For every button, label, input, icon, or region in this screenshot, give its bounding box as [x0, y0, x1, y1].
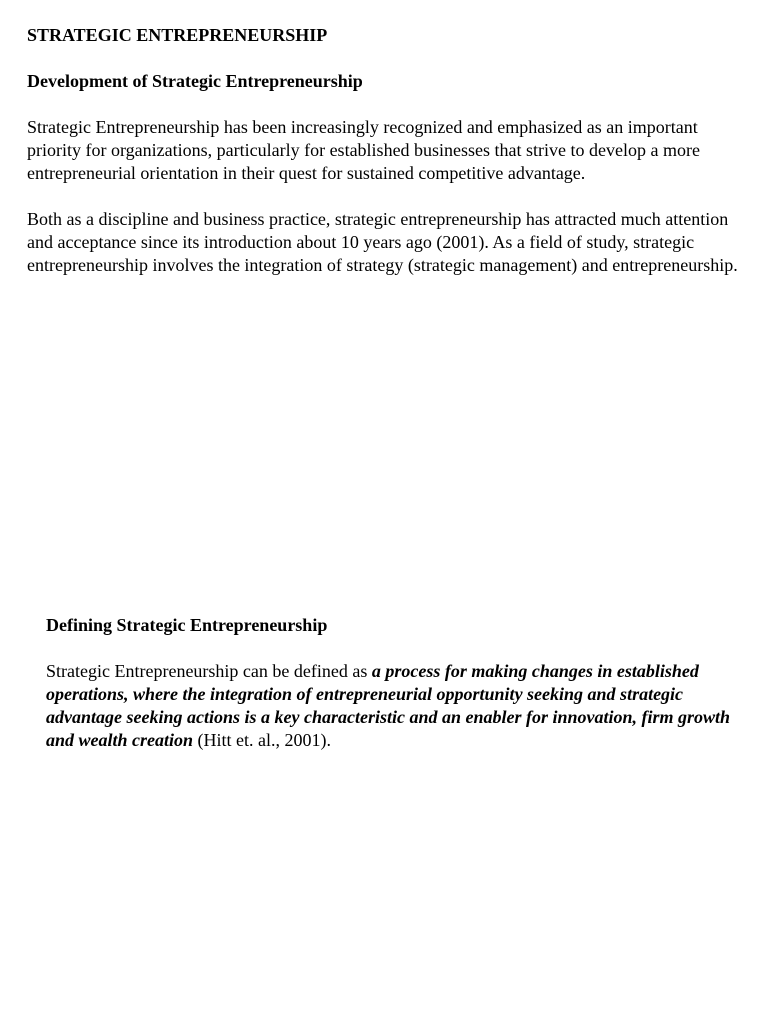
- section-heading-development: Development of Strategic Entrepreneurship: [27, 71, 363, 91]
- document-title: STRATEGIC ENTREPRENEURSHIP: [27, 25, 328, 45]
- definition-paragraph: [46, 660, 746, 752]
- section-heading-defining: Defining Strategic Entrepreneurship: [46, 615, 328, 635]
- page-bottom-section: [46, 614, 746, 752]
- definition-lead: Strategic Entrepreneurship can be defined as: [46, 661, 372, 681]
- definition-emphasis: a process for making changes in established operations, where the integration of entrepreneurial opportunity seeking and strategic advantage seeking actions is a key characteristic and an enabler for innovation, firm growth and wealth creation: [46, 661, 731, 750]
- paragraph-development-2: Both as a discipline and business practice, strategic entrepreneurship has attracted much attention and acceptance since its introduction about 10 years ago (2001). As a field of study, strategic entrepreneurship involves the integration of strategy (strategic management) and entrepreneurship.: [27, 209, 738, 275]
- page-top-section: [27, 24, 742, 277]
- definition-citation: (Hitt et. al., 2001).: [193, 730, 331, 750]
- paragraph-development-1: Strategic Entrepreneurship has been increasingly recognized and emphasized as an important priority for organizations, particularly for established businesses that strive to develop a more entrepreneurial orientation in their quest for sustained competitive advantage.: [27, 117, 700, 183]
